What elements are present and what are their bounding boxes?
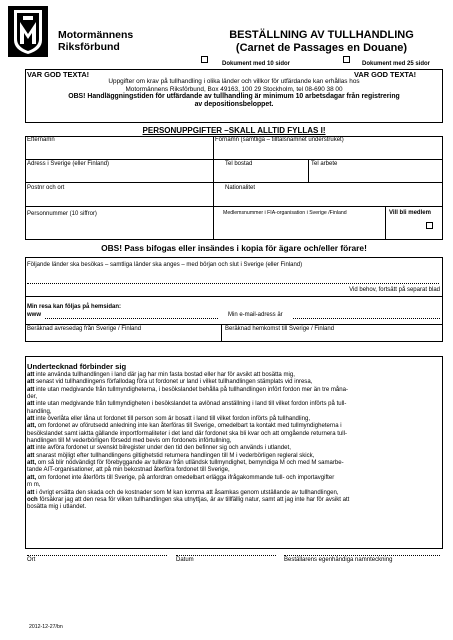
terms-line bbox=[27, 431, 441, 438]
website-input-line[interactable] bbox=[45, 318, 218, 319]
terms-keyword: att bbox=[27, 379, 35, 386]
terms-text: senast vid tullhandlingens förfallodag föra ut fordonet ur land i vilket tullhandlingen stämplats vid inresa, bbox=[34, 379, 313, 386]
terms-line bbox=[27, 497, 441, 504]
terms-heading: Undertecknad förbinder sig bbox=[27, 362, 127, 371]
terms-text: om fordonet inte återförts till Sverige, på anfordran omedelbart erlägga ifrågakommande tull- och importavgifter bbox=[36, 474, 335, 481]
terms-line bbox=[27, 387, 441, 394]
terms-line bbox=[27, 423, 441, 430]
ort-label: Ort bbox=[27, 557, 36, 563]
adress-label: Adress i Sverige (eller Finland) bbox=[27, 161, 110, 167]
terms-line bbox=[27, 438, 441, 445]
terms-line bbox=[27, 490, 441, 497]
terms-keyword: att, bbox=[27, 460, 37, 467]
notice-line1: Uppgifter om krav på tullhandling i olika länder och villkor för utfärdande kan erhållas hos bbox=[108, 78, 360, 85]
terms-text: besökslandet samt iaktta gällande importformaliteter i det land där fordonet ska bli kvar och att omgående returnera tull- bbox=[27, 430, 347, 437]
notice-right: VAR GOD TEXTA! bbox=[354, 70, 417, 79]
more-label: Vid behov, fortsätt på separat blad bbox=[349, 287, 440, 293]
email-input-line[interactable] bbox=[293, 318, 440, 319]
www-label: www bbox=[27, 312, 42, 318]
personnummer-label: Personnummer (10 siffror) bbox=[27, 211, 97, 217]
tel-arbete-label: Tel arbete bbox=[311, 161, 338, 167]
terms-line bbox=[27, 482, 441, 489]
notice-text bbox=[25, 78, 443, 109]
terms-text: inte överlåta eller låna ut fordonet till person som är bosatt i land till vilket fordon införts på tullhandling, bbox=[34, 416, 311, 423]
vill-bli-medlem-checkbox[interactable] bbox=[426, 222, 433, 229]
doc25-checkbox[interactable] bbox=[343, 56, 350, 63]
terms-text: handlingen till M vederbörligen försedd med bevis om fordonets införtullning, bbox=[27, 438, 232, 445]
terms-text: m m, bbox=[27, 482, 41, 489]
doc25-label: Dokument med 25 sidor bbox=[362, 61, 431, 67]
terms-text: om så blir nödvändigt för förebyggande av tullkrav från utländsk tullmyndighet, bemyndiga M och med M samarbe- bbox=[36, 460, 344, 467]
terms-line bbox=[27, 475, 441, 482]
depart-label: Beräknad avresedag från Sverige / Finland bbox=[27, 326, 142, 332]
obs-copy: OBS! Pass bifogas eller insändes i kopia för ägare och/eller förare! bbox=[101, 243, 367, 253]
org-name-line2: Riksförbund bbox=[58, 41, 120, 53]
terms-text: tande AIT-organisationer, att på min bekostnad återföra fordonet till Sverige, bbox=[27, 467, 230, 474]
terms-text: inte utan medgivande från tullmyndigheten i besökslandet ta avlönad anställning i land till vilket fordon införts på tull- bbox=[34, 401, 347, 408]
postnr-label: Postnr och ort bbox=[27, 185, 65, 191]
terms-line bbox=[27, 504, 441, 511]
namnteckning-label: Beställarens egenhändiga namnteckning bbox=[284, 557, 393, 563]
datum-label: Datum bbox=[176, 557, 194, 563]
page-title bbox=[200, 29, 443, 54]
terms-line bbox=[27, 445, 441, 452]
datum-line[interactable] bbox=[176, 555, 276, 556]
fornamn-label: Förnamn (samtliga – tilltalsnamnet understruket) bbox=[215, 137, 344, 143]
medlemsnummer-label: Medlemsnummer i FIA-organisation i Sverige /Finland bbox=[223, 210, 347, 216]
footer-code: 2012-12-27/bn bbox=[29, 624, 63, 630]
terms-keyword: att, bbox=[27, 423, 37, 430]
nationalitet-label: Nationalitet bbox=[225, 185, 256, 191]
notice-left: VAR GOD TEXTA! bbox=[27, 70, 90, 79]
terms-keyword: att bbox=[27, 372, 35, 378]
notice-line3: OBS! Handläggningstiden för utfärdande av tullhandling är minimum 10 arbetsdagar från registrering bbox=[68, 93, 400, 101]
title-sub: (Carnet de Passages en Douane) bbox=[235, 41, 408, 54]
countries-line[interactable] bbox=[27, 283, 439, 284]
logo bbox=[8, 6, 48, 57]
terms-text: försäkrar jag att den resa för vilken tullhandlingen ska utnyttjas, är av tillfällig natur, samt att jag inte har för avsikt att bbox=[37, 496, 350, 503]
terms-text: der, bbox=[27, 394, 38, 401]
terms-keyword: att bbox=[27, 386, 35, 393]
terms-text: i övrigt ersätta den skada och de kostnader som M kan komma att åsamkas genom utställande av tullhandlingen, bbox=[34, 489, 339, 496]
namnteckning-line[interactable] bbox=[284, 555, 440, 556]
notice-line2: Motormännens Riksförbund, Box 49163, 100 29 Stockholm, tel 08-690 38 00 bbox=[125, 85, 343, 93]
doc10-label: Dokument med 10 sidor bbox=[222, 61, 291, 67]
terms-line bbox=[27, 467, 441, 474]
terms-text: snarast möjligt efter tullhandlingens giltighetstid returnera handlingen till M i vederbörligen regleral skick, bbox=[34, 452, 315, 459]
personal-heading: PERSONUPPGIFTER –SKALL ALLTID FYLLAS I! bbox=[142, 126, 326, 135]
terms-keyword: att bbox=[27, 445, 35, 452]
terms-keyword: att bbox=[27, 416, 35, 423]
terms-keyword: att bbox=[27, 401, 35, 408]
terms-line bbox=[27, 401, 441, 408]
terms-text: handling, bbox=[27, 408, 52, 415]
terms-line bbox=[27, 379, 441, 386]
doc10-checkbox[interactable] bbox=[201, 56, 208, 63]
org-name bbox=[58, 29, 133, 53]
terms-keyword: att bbox=[27, 489, 35, 496]
terms-keyword: att bbox=[27, 452, 35, 459]
terms-text: inte utan medgivande från tullmyndigheterna, i besökslandet behålla på tullhandlingen infört fordon mer än tre måna- bbox=[34, 386, 349, 393]
ort-line[interactable] bbox=[27, 555, 167, 556]
terms-text: inte använda tullhandlingen i land där jag har min fasta bostad eller har för avsikt att bosätta mig, bbox=[34, 372, 295, 378]
email-label: Min e-mail-adress är bbox=[228, 312, 283, 318]
org-name-line1: Motormännens bbox=[58, 29, 134, 41]
efternamn-label: Efternamn bbox=[27, 137, 55, 143]
notice-line4: av depositionsbeloppet. bbox=[194, 101, 274, 109]
terms-line bbox=[27, 409, 441, 416]
tel-bostad-label: Tel bostad bbox=[225, 161, 253, 167]
return-label: Beräknad hemkomst till Sverige / Finland bbox=[225, 326, 335, 332]
shield-icon bbox=[8, 6, 48, 57]
terms-keyword: och bbox=[27, 496, 38, 503]
title-main: BESTÄLLNING AV TULLHANDLING bbox=[229, 29, 414, 41]
vill-bli-medlem-label: Vill bli medlem bbox=[389, 210, 431, 216]
terms-text: bosätta mig i utlandet. bbox=[27, 504, 87, 511]
terms-line bbox=[27, 372, 441, 379]
terms-text: inte avföra fordonet ur svenskt bilregister under den tid den befinner sig och används i utlandet, bbox=[34, 445, 291, 452]
countries-label: Följande länder ska besökas – samtliga länder ska anges – med början och slut i Sverige (eller Finland) bbox=[27, 262, 303, 268]
terms-keyword: att, bbox=[27, 474, 37, 481]
website-label: Min resa kan följas på hemsidan: bbox=[27, 304, 122, 310]
terms-text: om fordonet av oförutsedd anledning inte kan återföras till Sverige, omedelbart ta kontakt med tullmyndigheterna i bbox=[36, 423, 342, 430]
terms-list bbox=[27, 372, 441, 512]
